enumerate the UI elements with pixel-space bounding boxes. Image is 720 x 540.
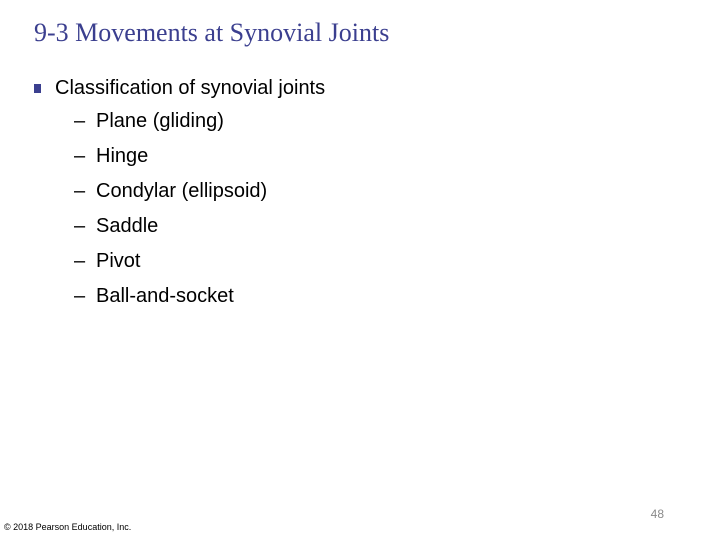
- sub-bullet-item: [34, 244, 325, 279]
- page-number: 48: [650, 507, 664, 521]
- dash-marker: –: [74, 250, 86, 272]
- main-bullet-text: Classification of synovial joints: [55, 76, 326, 99]
- slide-body: [34, 72, 325, 314]
- dash-marker: –: [74, 110, 86, 132]
- sub-bullet-list: [34, 104, 325, 314]
- dash-marker: –: [74, 180, 86, 202]
- sub-bullet-item: [34, 104, 325, 139]
- sub-bullet-text: Condylar (ellipsoid): [96, 180, 268, 202]
- dash-marker: –: [74, 145, 86, 167]
- main-bullet-item: [34, 72, 325, 104]
- dash-marker: –: [74, 215, 86, 237]
- sub-bullet-item: [34, 209, 325, 244]
- sub-bullet-item: [34, 139, 325, 174]
- dash-marker: –: [74, 285, 86, 307]
- sub-bullet-item: [34, 279, 325, 314]
- square-bullet-icon: [34, 84, 41, 93]
- sub-bullet-text: Plane (gliding): [96, 110, 224, 132]
- sub-bullet-item: [34, 174, 325, 209]
- sub-bullet-text: Saddle: [96, 215, 159, 237]
- sub-bullet-text: Ball-and-socket: [96, 285, 234, 307]
- slide-title: 9-3 Movements at Synovial Joints: [34, 18, 390, 47]
- sub-bullet-text: Hinge: [96, 145, 149, 167]
- sub-bullet-text: Pivot: [96, 250, 141, 272]
- copyright-notice: © 2018 Pearson Education, Inc.: [4, 522, 132, 532]
